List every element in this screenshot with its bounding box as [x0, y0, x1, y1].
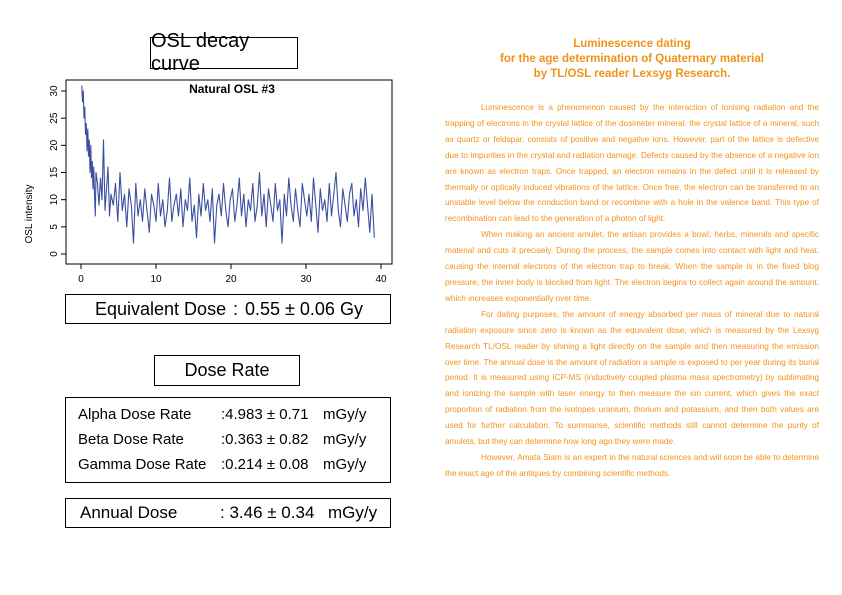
y-tick-label: 20 [49, 139, 60, 151]
chart-heading: OSL decay curve [151, 30, 250, 75]
article-paragraph: When making an ancient amulet, the artisan provides a bowl, herbs, minerals and specific material and cuts it precisely. During the process, the sample comes into contact with light and heat, causing the internal electrons of the electron trap to break. When the sample is in the fixed blog pressure, the inner body is blocked from light. The electron begins to collect again around the amount, which increases exponentially over time. [445, 230, 819, 303]
y-tick-label: 0 [49, 251, 60, 257]
x-tick-label: 30 [300, 274, 312, 285]
osl-decay-chart [14, 74, 400, 290]
y-tick-label: 15 [49, 166, 60, 179]
y-axis-label: OSL intensity [24, 184, 35, 244]
equivalent-dose-value: 0.55 ± 0.06 [245, 299, 335, 319]
article-paragraph: However, Amata Siam is an expert in the natural sciences and will soon be able to determine the exact age of the antiques by combining scientific methods. [445, 452, 819, 478]
y-tick-label: 25 [49, 112, 60, 124]
equivalent-dose-unit: Gy [340, 299, 364, 319]
rate-value: :0.363 ± 0.82 [221, 431, 309, 448]
rate-value: :0.214 ± 0.08 [221, 456, 309, 473]
rate-unit: mGy/y [323, 431, 367, 448]
y-tick-label: 10 [49, 194, 60, 206]
equivalent-dose-label: Equivalent Dose [95, 299, 227, 319]
dose-rate-title-box [154, 355, 300, 386]
x-tick-label: 0 [78, 274, 84, 285]
y-tick-label: 30 [49, 85, 60, 97]
x-tick-label: 40 [375, 274, 387, 285]
article-title-line: for the age determination of Quaternary material [500, 53, 764, 65]
article-title [456, 37, 808, 82]
annual-dose-value: : 3.46 ± 0.34 [220, 503, 315, 522]
annual-dose-box [65, 498, 391, 528]
chart-title-box [150, 30, 298, 75]
article-title-line: by TL/OSL reader Lexsyg Research. [533, 68, 731, 80]
rate-unit: mGy/y [323, 406, 367, 423]
x-tick-label: 20 [225, 274, 237, 285]
plot-frame [66, 80, 392, 264]
y-tick-label: 5 [49, 224, 60, 230]
rate-label: Gamma Dose Rate [78, 456, 207, 473]
annual-dose-label: Annual Dose [80, 503, 178, 522]
rate-unit: mGy/y [323, 456, 367, 473]
article-body [445, 100, 819, 482]
dose-rates-box [65, 397, 391, 483]
article-paragraph: Luminescence is a phenomenon caused by the interaction of ionising radiation and the trapping of electrons in the crystal lattice of the dosimeter mineral. the crystal lattice of a mineral, such as quartz or feldspar, consists of positive and negative ions. However, part of the lattice is defective due to impurities in the crystal and radiation damage. Defects caused by the absence of a negative ion are known as electron traps. Once trapped, an electron remains in the defect until it is released by thermally or optically induced vibrations of the lattice. Once free, the electron can be transferred to an unstable level below the conduction band or recombine with a hole in the valence band. This type of recombination can lead to the generation of a photon of light. [445, 103, 819, 224]
x-tick-label: 10 [150, 274, 162, 285]
chart-inner-title: Natural OSL #3 [189, 82, 275, 96]
rate-label: Alpha Dose Rate [78, 406, 192, 423]
article-title-line: Luminescence dating [573, 38, 691, 50]
rate-value: :4.983 ± 0.71 [221, 406, 309, 423]
equivalent-dose-box [65, 294, 391, 324]
dose-rate-heading: Dose Rate [184, 360, 270, 380]
series-line [82, 86, 375, 244]
rate-label: Beta Dose Rate [78, 431, 184, 448]
article-paragraph: For dating purposes, the amount of energy absorbed per mass of mineral due to natural radiation exposure since zero is known as the equivalent dose, which is measured by the Lexsyg Research TL/OSL reader by shining a light directly on the sample and then measuring the emission over time. The annual dose is the amount of radiation a sample is exposed to per year during its burial period. It is measured using ICP-MS (inductively coupled plasma mass spectrometry) by sublimating and ionizing the sample with laser energy to then measure the ion current, which gives the exact proportion of radiation from the isotopes uranium, thorium and potassium, and then both values are used for further calculation. To summarise, scientific methods still cannot determine the purity of amulets, but they can determine how long ago they were made. [445, 309, 819, 447]
annual-dose-unit: mGy/y [328, 503, 378, 522]
equivalent-dose-separator: : [233, 299, 239, 319]
